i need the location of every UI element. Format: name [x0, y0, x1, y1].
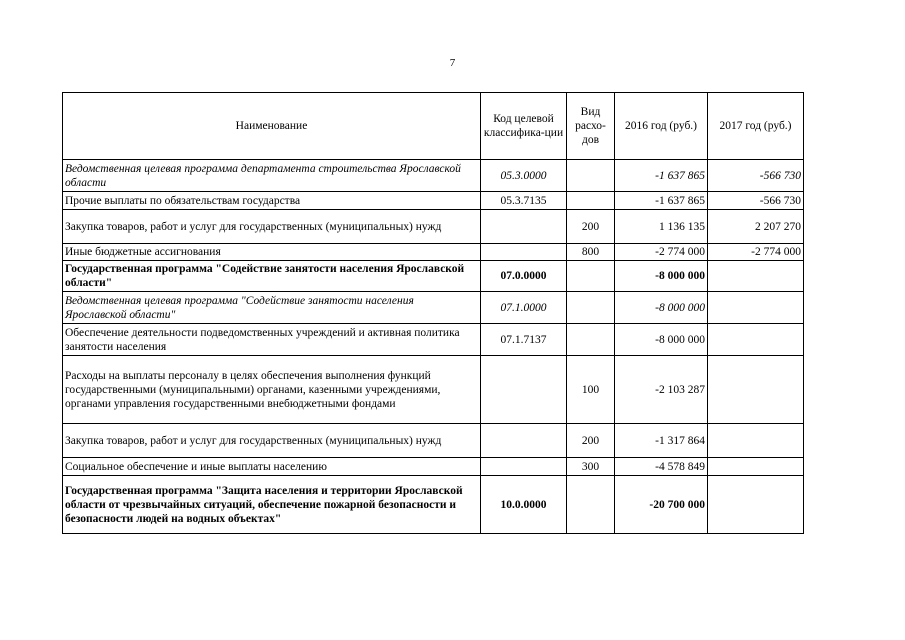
page-number: 7	[449, 57, 456, 69]
table-header-row	[63, 93, 804, 160]
cell-2017	[708, 261, 804, 292]
cell-name: Прочие выплаты по обязательствам государства	[63, 192, 481, 210]
cell-code	[481, 424, 567, 458]
cell-name: Ведомственная целевая программа "Содействие занятости населения Ярославской области"	[63, 292, 481, 324]
cell-name: Обеспечение деятельности подведомственных учреждений и активная политика занятости населения	[63, 324, 481, 356]
table-row	[63, 160, 804, 192]
cell-2016: -20 700 000	[615, 476, 708, 534]
cell-name: Социальное обеспечение и иные выплаты населению	[63, 458, 481, 476]
cell-name: Закупка товаров, работ и услуг для государственных (муниципальных) нужд	[63, 424, 481, 458]
cell-name: Государственная программа "Содействие занятости населения Ярославской области"	[63, 261, 481, 292]
cell-2017	[708, 324, 804, 356]
table-row	[63, 192, 804, 210]
table-body	[63, 160, 804, 534]
cell-vid	[567, 324, 615, 356]
cell-2016: -8 000 000	[615, 324, 708, 356]
cell-2017	[708, 356, 804, 424]
cell-vid: 800	[567, 244, 615, 261]
cell-vid	[567, 292, 615, 324]
cell-2016: -8 000 000	[615, 292, 708, 324]
cell-2016: 1 136 135	[615, 210, 708, 244]
cell-2016: -8 000 000	[615, 261, 708, 292]
cell-code	[481, 356, 567, 424]
table-row	[63, 244, 804, 261]
table-row	[63, 292, 804, 324]
cell-name: Государственная программа "Защита населения и территории Ярославской области от чрезвычайных ситуаций, обеспечение пожарной безопасности и безопасности людей на водных объектах"	[63, 476, 481, 534]
cell-vid	[567, 476, 615, 534]
table-row	[63, 324, 804, 356]
cell-code: 07.0.0000	[481, 261, 567, 292]
cell-vid: 200	[567, 424, 615, 458]
cell-2017: -566 730	[708, 192, 804, 210]
cell-2017	[708, 292, 804, 324]
cell-code: 10.0.0000	[481, 476, 567, 534]
cell-code: 05.3.0000	[481, 160, 567, 192]
cell-vid: 200	[567, 210, 615, 244]
table-row	[63, 356, 804, 424]
cell-vid: 300	[567, 458, 615, 476]
cell-2016: -4 578 849	[615, 458, 708, 476]
table-row	[63, 458, 804, 476]
cell-vid: 100	[567, 356, 615, 424]
table-row	[63, 261, 804, 292]
cell-2017: -2 774 000	[708, 244, 804, 261]
cell-code	[481, 458, 567, 476]
cell-2016: -2 103 287	[615, 356, 708, 424]
cell-2017	[708, 476, 804, 534]
cell-name: Иные бюджетные ассигнования	[63, 244, 481, 261]
cell-code: 05.3.7135	[481, 192, 567, 210]
cell-vid	[567, 160, 615, 192]
header-code: Код целевой классифика-ции	[481, 93, 567, 160]
header-vid: Вид расхо-дов	[567, 93, 615, 160]
cell-vid	[567, 192, 615, 210]
cell-2016: -1 317 864	[615, 424, 708, 458]
budget-table	[62, 92, 804, 534]
cell-2017: 2 207 270	[708, 210, 804, 244]
header-2017: 2017 год (руб.)	[708, 93, 804, 160]
header-2016: 2016 год (руб.)	[615, 93, 708, 160]
cell-2017: -566 730	[708, 160, 804, 192]
table-row	[63, 424, 804, 458]
cell-2016: -1 637 865	[615, 160, 708, 192]
cell-name: Расходы на выплаты персоналу в целях обеспечения выполнения функций государственными (муниципальными) органами, казенными учреждениями, органами управления государственными внебюджетными фондами	[63, 356, 481, 424]
cell-2016: -1 637 865	[615, 192, 708, 210]
cell-code	[481, 210, 567, 244]
cell-code: 07.1.0000	[481, 292, 567, 324]
header-name: Наименование	[63, 93, 481, 160]
table-row	[63, 210, 804, 244]
cell-code: 07.1.7137	[481, 324, 567, 356]
cell-code	[481, 244, 567, 261]
cell-vid	[567, 261, 615, 292]
cell-2016: -2 774 000	[615, 244, 708, 261]
cell-name: Закупка товаров, работ и услуг для государственных (муниципальных) нужд	[63, 210, 481, 244]
table-row	[63, 476, 804, 534]
cell-2017	[708, 458, 804, 476]
cell-2017	[708, 424, 804, 458]
cell-name: Ведомственная целевая программа департамента строительства Ярославской области	[63, 160, 481, 192]
